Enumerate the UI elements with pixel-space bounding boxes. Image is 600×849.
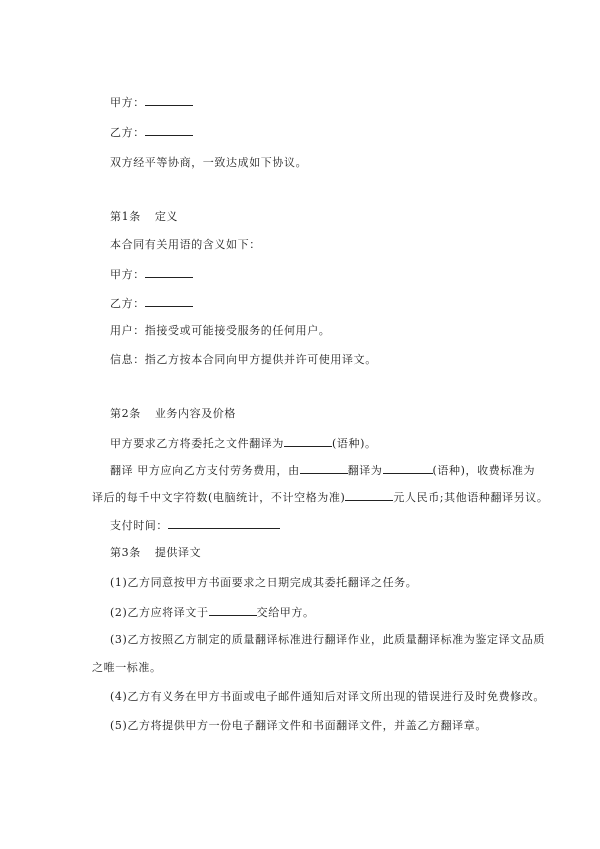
article2-line3-suffix: 元人民币;其他语种翻译另议。 — [393, 491, 549, 504]
party-a-blank — [145, 95, 193, 106]
party-a-line — [110, 95, 193, 110]
article3-item2-suffix: 交给甲方。 — [256, 606, 315, 619]
payment-time-line — [110, 518, 280, 533]
party-a-blank — [145, 267, 193, 278]
agreement-text: 双方经平等协商，一致达成如下协议。 — [110, 156, 308, 169]
party-b-line — [110, 125, 193, 140]
article2-line1-text: 甲方要求乙方将委托之文件翻译为 — [110, 437, 284, 450]
article2-line1 — [110, 436, 377, 451]
party-b-blank — [145, 125, 193, 136]
language-blank — [284, 436, 332, 447]
price-blank — [345, 490, 393, 501]
info-definition: 信息：指乙方按本合同向甲方提供并许可使用译文。 — [110, 353, 377, 366]
article3-heading — [110, 546, 201, 560]
delivery-date-blank — [209, 605, 257, 616]
article2-line3 — [92, 490, 549, 505]
article1-party-a-line — [110, 267, 193, 282]
article3-item3-line2: 之唯一标准。 — [92, 661, 162, 674]
article3-number: 第3条 — [110, 546, 141, 559]
payment-time-blank — [168, 518, 280, 529]
party-a-label: 甲方： — [110, 96, 145, 109]
article3-item2 — [110, 605, 315, 620]
article2-heading — [110, 407, 236, 421]
party-b-label: 乙方： — [110, 126, 145, 139]
article1-heading — [110, 210, 178, 224]
article2-line2-suffix: (语种)，收费标准为 — [432, 464, 536, 477]
article3-item3-line1: (3)乙方按照乙方制定的质量翻译标准进行翻译作业，此质量翻译标准为鉴定译文品质 — [110, 633, 545, 646]
article2-line2-mid: 翻译为 — [347, 464, 383, 477]
article2-title: 业务内容及价格 — [154, 407, 237, 420]
article1-number: 第1条 — [110, 210, 141, 223]
user-definition: 用户：指接受或可能接受服务的任何用户。 — [110, 324, 331, 337]
article3-item2-text: (2)乙方应将译文于 — [110, 606, 209, 619]
article3-item1: (1)乙方同意按甲方书面要求之日期完成其委托翻译之任务。 — [110, 576, 418, 589]
article2-number: 第2条 — [110, 407, 141, 420]
article2-line3-text: 译后的每千中文字符数(电脑统计，不计空格为准) — [92, 491, 346, 504]
payment-time-label: 支付时间： — [110, 519, 168, 532]
party-b-blank — [145, 296, 193, 307]
article3-title: 提供译文 — [154, 546, 202, 559]
party-a-label: 甲方： — [110, 268, 145, 281]
article2-line1-suffix: (语种)。 — [332, 437, 377, 450]
article3-item4: (4)乙方有义务在甲方书面或电子邮件通知后对译文所出现的错误进行及时免费修改。 — [110, 690, 545, 703]
article1-intro: 本合同有关用语的含义如下： — [110, 238, 261, 251]
article1-party-b-line — [110, 296, 193, 311]
article3-item5: (5)乙方将提供甲方一份电子翻译文件和书面翻译文件，并盖乙方翻译章。 — [110, 719, 487, 732]
target-language-blank — [383, 463, 433, 474]
article1-title: 定义 — [154, 210, 179, 223]
party-b-label: 乙方： — [110, 297, 145, 310]
source-language-blank — [300, 463, 348, 474]
article2-line2 — [110, 463, 535, 478]
article2-line2-text: 翻译 甲方应向乙方支付劳务费用，由 — [110, 464, 300, 477]
